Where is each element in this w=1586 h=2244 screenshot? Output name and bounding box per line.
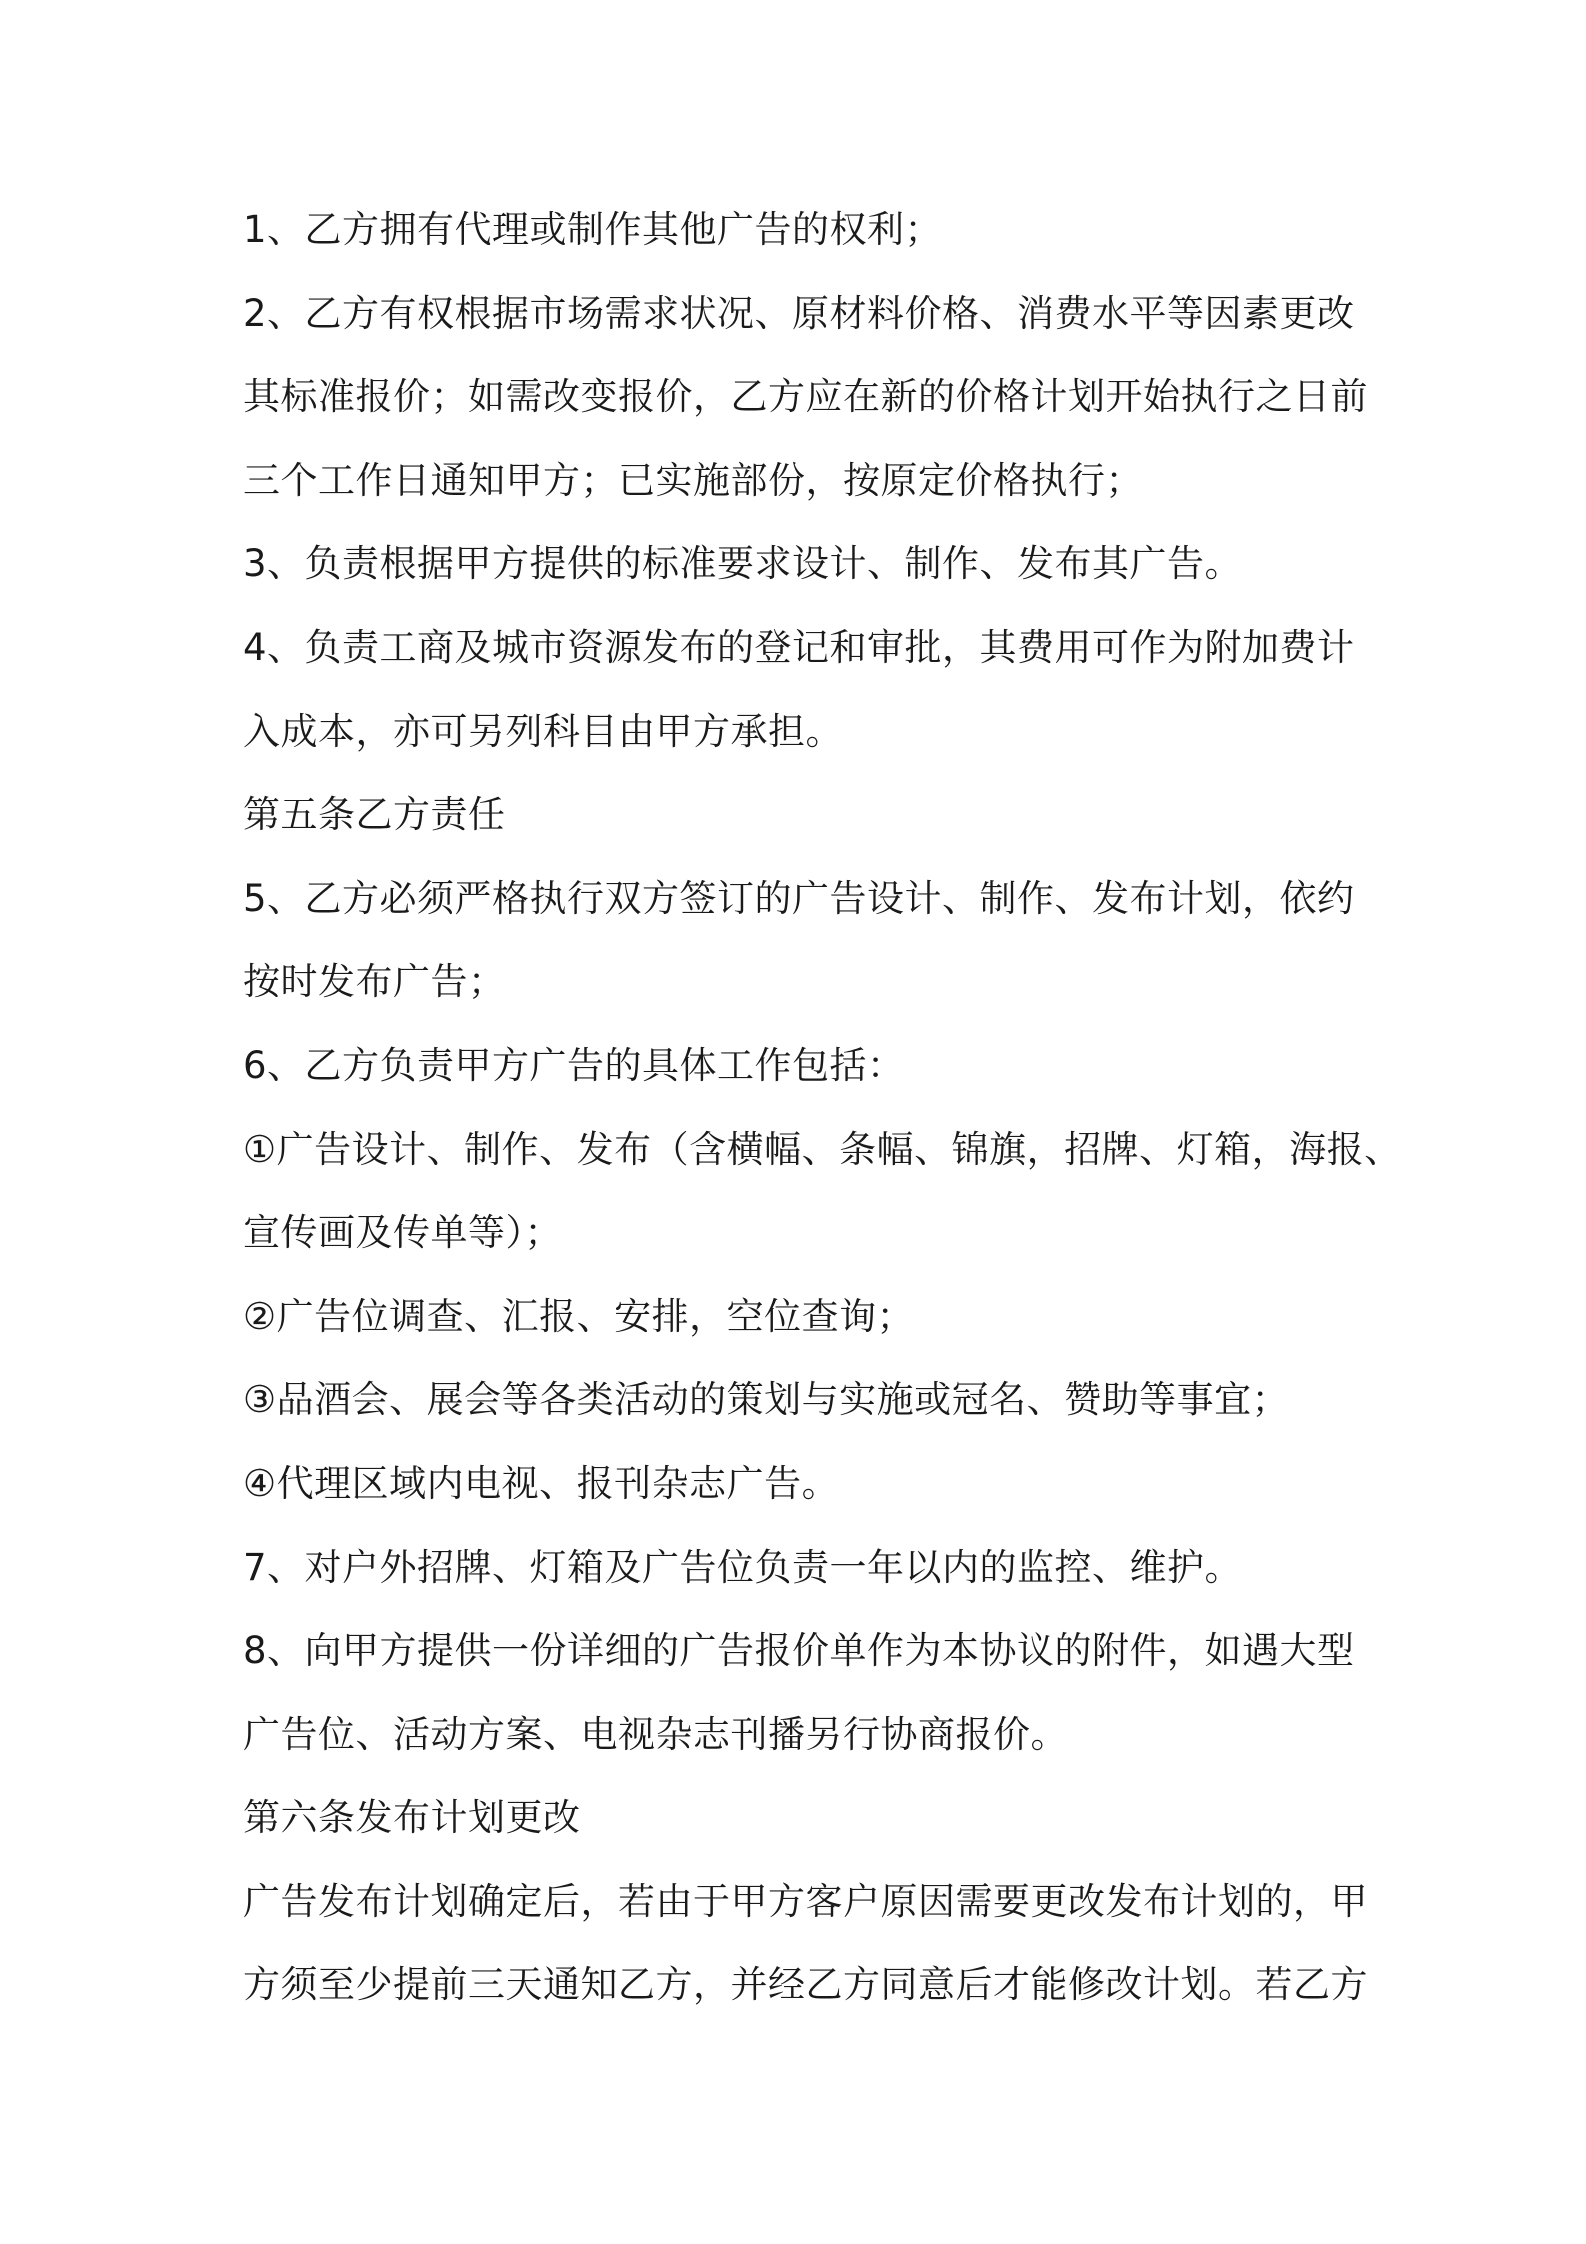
text-line: 5、乙方必须严格执行双方签订的广告设计、制作、发布计划，依约 — [243, 876, 1355, 920]
text-line: 8、向甲方提供一份详细的广告报价单作为本协议的附件，如遇大型 — [243, 1629, 1355, 1673]
text-line: 三个工作日通知甲方；已实施部份，按原定价格执行； — [243, 458, 1143, 502]
text-line: 广告发布计划确定后，若由于甲方客户原因需要更改发布计划的，甲 — [243, 1879, 1368, 1923]
section-heading: 第六条发布计划更改 — [243, 1796, 581, 1840]
text-line: 3、负责根据甲方提供的标准要求设计、制作、发布其广告。 — [243, 542, 1243, 586]
text-line: 按时发布广告； — [243, 960, 506, 1004]
document-body — [243, 200, 1402, 2039]
text-line: 其标准报价；如需改变报价，乙方应在新的价格计划开始执行之日前 — [243, 375, 1368, 419]
text-line: 6、乙方负责甲方广告的具体工作包括： — [243, 1043, 905, 1087]
text-line: ①广告设计、制作、发布（含横幅、条幅、锦旗，招牌、灯箱，海报、 — [243, 1127, 1402, 1171]
text-line: ②广告位调查、汇报、安排，空位查询； — [243, 1294, 915, 1338]
section-heading: 第五条乙方责任 — [243, 793, 506, 837]
text-line: 入成本，亦可另列科目由甲方承担。 — [243, 709, 843, 753]
text-line: 7、对户外招牌、灯箱及广告位负责一年以内的监控、维护。 — [243, 1545, 1243, 1589]
text-line: 广告位、活动方案、电视杂志刊播另行协商报价。 — [243, 1712, 1068, 1756]
text-line: 2、乙方有权根据市场需求状况、原材料价格、消费水平等因素更改 — [243, 291, 1355, 335]
text-line: 宣传画及传单等）； — [243, 1211, 562, 1255]
text-line: 方须至少提前三天通知乙方，并经乙方同意后才能修改计划。若乙方 — [243, 1963, 1368, 2007]
text-line: 1、乙方拥有代理或制作其他广告的权利； — [243, 208, 943, 251]
text-line: ④代理区域内电视、报刊杂志广告。 — [243, 1461, 840, 1505]
text-line: ③品酒会、展会等各类活动的策划与实施或冠名、赞助等事宜； — [243, 1378, 1290, 1422]
text-line: 4、负责工商及城市资源发布的登记和审批，其费用可作为附加费计 — [243, 625, 1355, 669]
